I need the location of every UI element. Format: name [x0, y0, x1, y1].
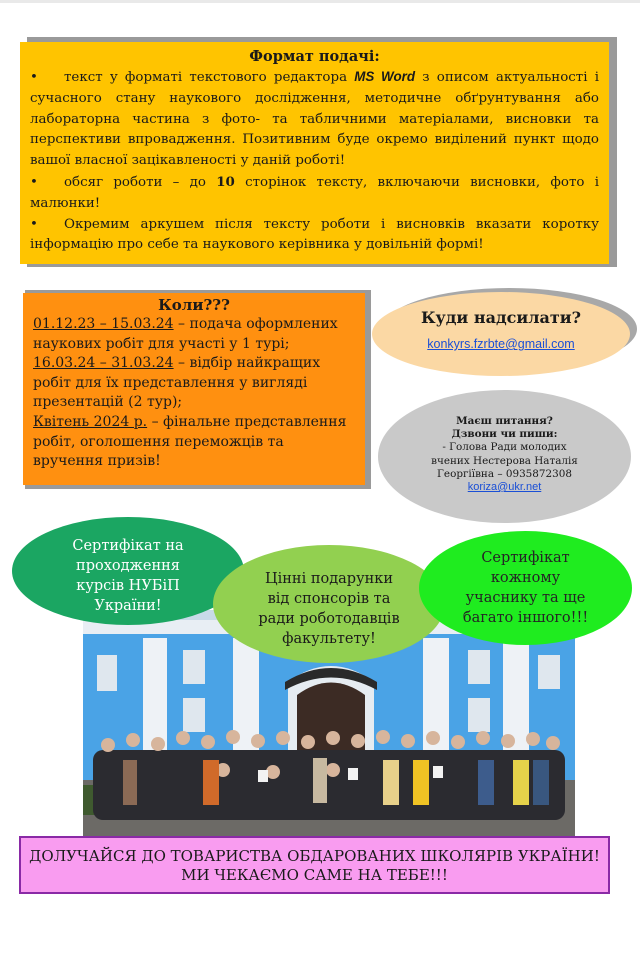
format-item-text [30, 67, 599, 172]
send-oval [372, 292, 630, 376]
contact-question: Маєш питання? [456, 415, 553, 427]
when-stage-1 [33, 315, 355, 354]
contact-phone: Георгіївна – 0935872308 [437, 467, 572, 480]
format-item-size [30, 172, 599, 215]
ms-word-label: MS Word [354, 69, 416, 84]
gifts-text: Цінні подарунки від спонсорів та ради роботодавців факультету! [258, 571, 400, 647]
format-item2-text: обсяг роботи – до [64, 174, 217, 190]
contact-email-link[interactable]: koriza@ukr.net [467, 481, 542, 494]
bullet: • [30, 216, 38, 232]
when-box [23, 293, 365, 485]
contest-email-link[interactable]: konkyrs.fzrbte@gmail.com [427, 337, 575, 351]
when-title: Коли??? [158, 296, 230, 314]
format-item1-rest: з описом актуальності і сучасного стану наукового дослідження, методичне обґрунтування або лабораторна частина з фото- та табличними матеріалами, висновки та перспективи впровадження. Позитивним буде окремо виділений пункт щодо вашої власної зацікавленості у даній роботі! [30, 70, 599, 169]
contact-role: - Голова Ради молодих [442, 441, 567, 454]
contact-oval [378, 390, 631, 523]
certificate-courses-text: Сертифікат на проходження курсів НУБіП України! [72, 538, 184, 614]
format-item3-text: Окремим аркушем після тексту роботи і висновків вказати коротку інформацію про себе та наукового керівника у довільній формі! [30, 216, 599, 253]
stage2-text: – відбір найкращих робіт для їх представлення у вигляді презентацій (2 тур); [33, 355, 321, 411]
format-item-info [30, 215, 599, 257]
stage1-dates: 01.12.23 – 15.03.24 [33, 316, 174, 332]
top-divider [0, 0, 640, 3]
join-banner [19, 836, 610, 894]
format-item1-text: текст у форматі текстового редактора [64, 70, 355, 85]
contact-name: вчених Нестерова Наталія [431, 454, 578, 467]
contact-call: Дзвони чи пиши: [451, 428, 558, 441]
bullet: • [30, 174, 38, 190]
format-item2-rest: сторінок тексту, включаючи висновки, фото і малюнки! [30, 174, 599, 211]
format-title: Формат подачі: [249, 48, 380, 65]
certificate-courses-bubble [12, 517, 244, 625]
certificate-participant-bubble [419, 531, 632, 645]
banner-line-1: ДОЛУЧАЙСЯ ДО ТОВАРИСТВА ОБДАРОВАНИХ ШКОЛЯРІВ УКРАЇНИ! [29, 847, 600, 865]
page-count: 10 [216, 173, 235, 190]
send-title: Куди надсилати? [420, 308, 582, 327]
when-stage-2 [33, 354, 355, 413]
stage3-dates: Квітень 2024 р. [33, 413, 148, 430]
format-box [20, 42, 609, 264]
stage2-dates: 16.03.24 – 31.03.24 [33, 355, 174, 372]
stage1-text: – подача оформлених наукових робіт для участі у 1 турі; [33, 316, 338, 352]
gifts-bubble [213, 545, 445, 663]
bullet: • [30, 70, 38, 85]
stage3-text: – фінальне представлення робіт, оголошення переможців та вручення призів! [33, 413, 347, 470]
certificate-participant-text: Сертифікат кожному учаснику та ще багато іншого!!! [462, 550, 589, 626]
banner-line-2: МИ ЧЕКАЄМО САМЕ НА ТЕБЕ!!! [181, 866, 448, 884]
when-stage-3 [33, 413, 355, 472]
